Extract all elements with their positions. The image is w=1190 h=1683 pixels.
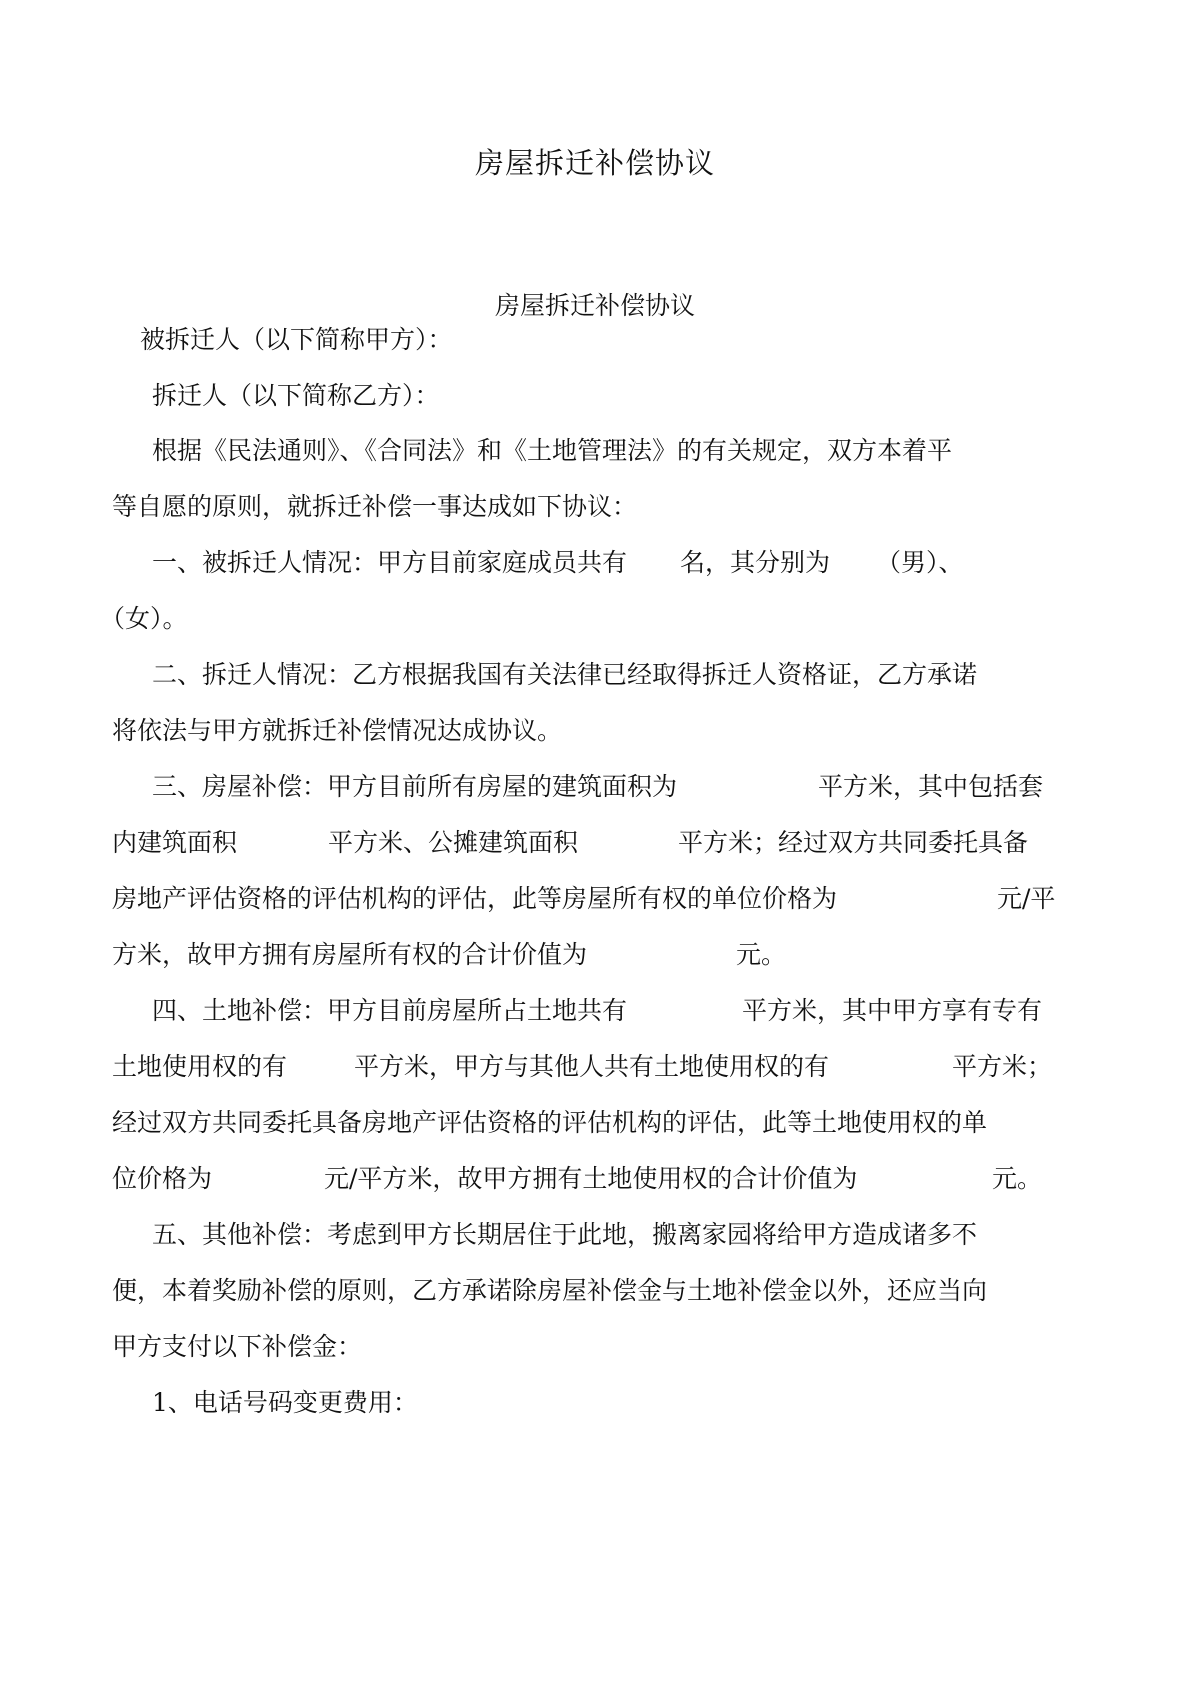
clause-3-text-2b: 平方米、公摊建筑面积 bbox=[328, 828, 579, 857]
clause-5-line-1: 五、其他补偿：考虑到甲方长期居住于此地，搬离家园将给甲方造成诸多不 bbox=[152, 1220, 978, 1249]
clause-1-line-2: （女）。 bbox=[100, 604, 188, 633]
item-1-line: 1、电话号码变更费用： bbox=[152, 1388, 418, 1417]
preamble-line-1 bbox=[112, 433, 1064, 469]
clause-4-text-2c: 平方米； bbox=[952, 1052, 1053, 1081]
party-b-line: 拆迁人（以下简称乙方）： bbox=[152, 381, 440, 410]
clause-4-text-2b: 平方米，甲方与其他人共有土地使用权的有 bbox=[354, 1052, 830, 1081]
clause-3-text-3a: 房地产评估资格的评估机构的评估，此等房屋所有权的单位价格为 bbox=[112, 884, 838, 913]
clause-4-text-1a: 四、土地补偿：甲方目前房屋所占土地共有 bbox=[152, 996, 628, 1025]
clause-4-text-1b: 平方米，其中甲方享有专有 bbox=[742, 996, 1043, 1025]
preamble-text-1: 根据《民法通则》、《合同法》和《土地管理法》的有关规定，双方本着平 bbox=[152, 436, 953, 465]
clause-5-line-2: 便，本着奖励补偿的原则，乙方承诺除房屋补偿金与土地补偿金以外，还应当向 bbox=[112, 1276, 988, 1305]
clause-2-line-2: 将依法与甲方就拆迁补偿情况达成协议。 bbox=[112, 716, 563, 745]
clause-3-text-3b: 元/平 bbox=[997, 884, 1056, 913]
clause-3-text-2c: 平方米；经过双方共同委托具备 bbox=[678, 828, 1029, 857]
clause-1-text-b: 名，其分别为 bbox=[680, 548, 831, 577]
clause-4-text-4c: 元。 bbox=[992, 1164, 1043, 1193]
clause-3-text-4b: 元。 bbox=[736, 940, 787, 969]
clause-1-text-a: 一、被拆迁人情况：甲方目前家庭成员共有 bbox=[152, 548, 628, 577]
clause-4-text-4a: 位价格为 bbox=[112, 1164, 213, 1193]
clause-5-line-3: 甲方支付以下补偿金： bbox=[112, 1332, 363, 1361]
clause-3-text-1a: 三、房屋补偿：甲方目前所有房屋的建筑面积为 bbox=[152, 772, 678, 801]
clause-1-text-c: （男）、 bbox=[876, 548, 964, 577]
clause-3-text-2a: 内建筑面积 bbox=[112, 828, 238, 857]
agreement-subtitle: 房屋拆迁补偿协议 bbox=[494, 291, 695, 320]
document-title: 房屋拆迁补偿协议 bbox=[474, 146, 715, 180]
party-a-line: 被拆迁人（以下简称甲方）： bbox=[140, 325, 453, 354]
clause-4-text-4b: 元/平方米，故甲方拥有土地使用权的合计价值为 bbox=[324, 1164, 858, 1193]
clause-4-line-3: 经过双方共同委托具备房地产评估资格的评估机构的评估，此等土地使用权的单 bbox=[112, 1108, 988, 1137]
clause-4-text-2a: 土地使用权的有 bbox=[112, 1052, 288, 1081]
clause-3-text-4a: 方米，故甲方拥有房屋所有权的合计价值为 bbox=[112, 940, 588, 969]
clause-2-line-1: 二、拆迁人情况：乙方根据我国有关法律已经取得拆迁人资格证，乙方承诺 bbox=[152, 660, 978, 689]
preamble-line-2: 等自愿的原则，就拆迁补偿一事达成如下协议： bbox=[112, 492, 638, 521]
clause-3-text-1b: 平方米，其中包括套 bbox=[818, 772, 1044, 801]
